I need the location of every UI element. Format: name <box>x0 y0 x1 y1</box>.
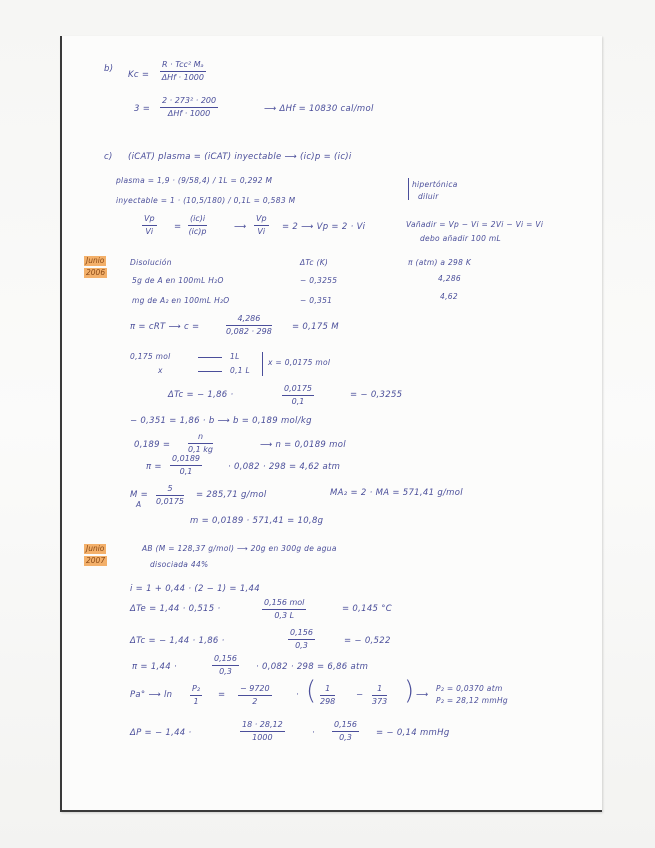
vp2-num: Vp <box>254 214 269 226</box>
pa-energy-num: − 9720 <box>238 684 272 696</box>
pi2-num: 0,0189 <box>170 454 202 466</box>
dtc-fraction <box>282 384 314 407</box>
dp-fraction-1 <box>240 720 285 743</box>
part-b-label: b) <box>104 64 114 74</box>
inv1-num: 1 <box>320 684 335 696</box>
kc-numerator: R · Tcc² Mₐ <box>160 60 206 72</box>
dtc-den: 0,1 <box>291 397 305 406</box>
three-denominator: ΔHf · 1000 <box>167 109 211 118</box>
pi-crt-fraction <box>226 314 272 337</box>
pi2-lhs: π = <box>146 462 162 472</box>
n-num: n <box>188 432 213 444</box>
dp-lhs: ΔP = − 1,44 · <box>130 728 192 738</box>
m-lhs: M = <box>130 490 149 500</box>
m-fraction <box>156 484 184 507</box>
dtc7-result: = − 0,522 <box>344 636 391 646</box>
dtc7-den: 0,3 <box>295 641 308 650</box>
hf-result: ⟶ ΔHf = 10830 cal/mol <box>264 104 374 114</box>
pi7-fraction <box>212 654 239 677</box>
row2-dis: mg de A₂ en 100mL H₂O <box>132 296 230 305</box>
prop-brace <box>262 352 263 376</box>
dte-result: = 0,145 °C <box>342 604 393 614</box>
badge-junio-2006-b: 2006 <box>86 268 106 277</box>
prop-b2: 0,1 L <box>230 366 250 375</box>
arrow-1: ⟶ <box>234 222 247 232</box>
ic-num: (ic)i <box>188 214 207 226</box>
m-den: 0,0175 <box>156 497 184 506</box>
i-line: i = 1 + 0,44 · (2 − 1) = 1,44 <box>130 584 260 594</box>
row2-dtc: − 0,351 <box>300 296 333 305</box>
row1-dtc: − 0,3255 <box>300 276 338 285</box>
minus-sign: − <box>356 690 364 700</box>
part-c-label: c) <box>104 152 113 162</box>
plasma-line: plasma = 1,9 · (9/58,4) / 1L = 0,292 M <box>116 176 273 185</box>
pa-arrow: ⟶ <box>416 690 429 700</box>
pa-energy-fraction <box>238 684 272 707</box>
three-lhs: 3 = <box>134 104 151 114</box>
dte-num: 0,156 mol <box>262 598 306 610</box>
m-final: m = 0,0189 · 571,41 = 10,8g <box>190 516 324 526</box>
note-diluir: diluir <box>418 192 439 201</box>
m-num: 5 <box>156 484 184 496</box>
vp2-den: Vi <box>257 227 266 236</box>
brace-line <box>408 178 409 200</box>
three-numerator: 2 · 273² · 200 <box>160 96 218 108</box>
dp-fraction-2 <box>332 720 359 743</box>
row2-pi: 4,62 <box>440 292 458 301</box>
dtc7-fraction <box>288 628 315 651</box>
note-hipertonica: hipertónica <box>412 180 458 189</box>
table-header-dtc: ΔTc (K) <box>300 258 329 267</box>
debe-line: debo añadir 100 mL <box>420 234 501 243</box>
table-header-pi: π (atm) a 298 K <box>408 258 472 267</box>
m-result: = 285,71 g/mol <box>196 490 267 500</box>
dtc7-num: 0,156 <box>288 628 315 640</box>
b-molality-line: − 0,351 = 1,86 · b ⟶ b = 0,189 mol/kg <box>130 416 312 426</box>
vanadir-line: Vañadir = Vp − Vi = 2Vi − Vi = Vi <box>406 220 544 229</box>
dte-den: 0,3 L <box>274 611 295 620</box>
dtc-result: = − 0,3255 <box>350 390 403 400</box>
pi7-num: 0,156 <box>212 654 239 666</box>
badge-junio-2007-b: 2007 <box>86 556 106 565</box>
pi2-result: · 0,082 · 298 = 4,62 atm <box>228 462 341 472</box>
vp-vi-fraction-2 <box>254 214 269 237</box>
dte-lhs: ΔTe = 1,44 · 0,515 · <box>130 604 221 614</box>
dp-dot: · <box>312 728 316 738</box>
pa-ln-den: 1 <box>193 697 199 706</box>
ic-fraction <box>188 214 207 237</box>
pa-ln-num: P₂ <box>190 684 202 696</box>
pa-eq: = <box>218 690 226 700</box>
m-sub: A <box>136 500 142 509</box>
pi2-den: 0,1 <box>179 467 193 476</box>
prop-a2: 1L <box>230 352 240 361</box>
n-fraction <box>188 432 213 455</box>
pi7-lhs: π = 1,44 · <box>132 662 177 672</box>
kc-lhs: Kc = <box>128 70 150 80</box>
pi-crt-den: 0,082 · 298 <box>226 327 272 336</box>
n-den: 0,1 kg <box>188 445 213 454</box>
c-line1: (iCAT) plasma = (iCAT) inyectable ⟶ (ic)p = (ic)i <box>128 152 352 162</box>
pa-dot: · <box>296 690 300 700</box>
vp-vi-fraction <box>142 214 157 237</box>
dp-num-1: 18 · 28,12 <box>240 720 285 732</box>
pi2-fraction <box>170 454 202 477</box>
vp-den: Vi <box>145 227 154 236</box>
inv1-den: 298 <box>320 697 336 706</box>
prop-result: x = 0,0175 mol <box>268 358 331 367</box>
prop-dash-1 <box>198 357 222 358</box>
table-header-dis: Disolución <box>130 258 172 267</box>
vp-num: Vp <box>142 214 157 226</box>
dte-fraction <box>262 598 306 621</box>
kc-fraction <box>160 60 206 83</box>
paren-close: ) <box>404 676 415 706</box>
ic-den: (ic)p <box>188 227 207 236</box>
p2-mmhg: P₂ = 28,12 mmHg <box>436 696 508 705</box>
n-lhs: 0,189 = <box>134 440 171 450</box>
inv2-num: 1 <box>372 684 387 696</box>
paren-open: ( <box>306 676 317 706</box>
prop-b1: x <box>158 366 163 375</box>
inv-373-fraction <box>372 684 387 707</box>
dp-den-2: 0,3 <box>339 733 352 742</box>
pi-crt-lhs: π = cRT ⟶ c = <box>130 322 200 332</box>
pi-crt-num: 4,286 <box>226 314 272 326</box>
row1-pi: 4,286 <box>438 274 461 283</box>
pa-lhs: Pa° ⟶ ln <box>130 690 173 700</box>
dtc7-lhs: ΔTc = − 1,44 · 1,86 · <box>130 636 225 646</box>
vp-result: = 2 ⟶ Vp = 2 · Vi <box>282 222 366 232</box>
pi7-result: · 0,082 · 298 = 6,86 atm <box>256 662 369 672</box>
row1-dis: 5g de A en 100mL H₂O <box>132 276 224 285</box>
inv-298-fraction <box>320 684 335 707</box>
dp-result: = − 0,14 mmHg <box>376 728 450 738</box>
dp-den-1: 1000 <box>252 733 273 742</box>
ma2-line: MA₂ = 2 · MA = 571,41 g/mol <box>330 488 463 498</box>
pa-ln-fraction <box>190 684 202 707</box>
ab-line: AB (M = 128,37 g/mol) ⟶ 20g en 300g de agua <box>142 544 337 553</box>
p2-atm: P₂ = 0,0370 atm <box>436 684 503 693</box>
badge-junio-2007-a: Junio <box>86 544 105 553</box>
badge-junio-2006-a: Junio <box>86 256 105 265</box>
inyectable-line: inyectable = 1 · (10,5/180) / 0,1L = 0,583 M <box>116 196 296 205</box>
dp-num-2: 0,156 <box>332 720 359 732</box>
pi-crt-result: = 0,175 M <box>292 322 339 332</box>
pa-energy-den: 2 <box>252 697 258 706</box>
three-fraction <box>160 96 218 119</box>
n-result: ⟶ n = 0,0189 mol <box>260 440 346 450</box>
kc-denominator: ΔHf · 1000 <box>161 73 204 82</box>
dtc-lhs: ΔTc = − 1,86 · <box>168 390 234 400</box>
prop-a1: 0,175 mol <box>130 352 171 361</box>
disociada-line: disociada 44% <box>150 560 209 569</box>
inv2-den: 373 <box>372 697 388 706</box>
prop-dash-2 <box>198 371 222 372</box>
dtc-num: 0,0175 <box>282 384 314 396</box>
eq-mid: = <box>174 222 182 232</box>
pi7-den: 0,3 <box>219 667 232 676</box>
